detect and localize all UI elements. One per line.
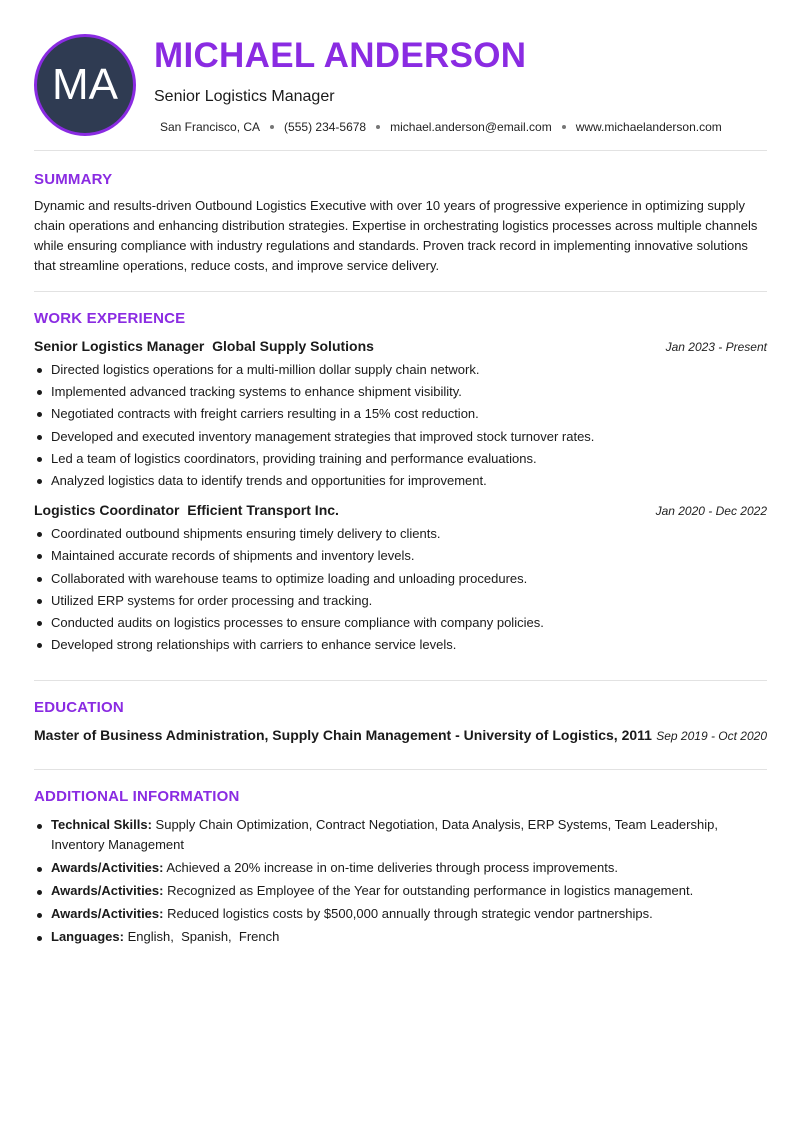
list-item: Collaborated with warehouse teams to optimize loading and unloading procedures. [34,568,767,590]
job-role: Logistics Coordinator [34,502,180,519]
summary-heading: SUMMARY [34,171,113,188]
list-item: Directed logistics operations for a multi-million dollar supply chain network. [34,359,767,381]
job-dates: Jan 2020 - Dec 2022 [655,504,767,519]
info-text: Reduced logistics costs by $500,000 annually through strategic vendor partnerships. [167,905,653,921]
contact-line [160,120,722,134]
avatar-initials: MA [52,60,118,109]
education-entry [34,727,767,743]
resume-header [34,0,767,150]
job-header [34,502,767,518]
job-role: Senior Logistics Manager [34,338,205,354]
job-entry [34,502,767,656]
info-text: English, Spanish, French [127,928,280,944]
info-label: Awards/Activities: [51,905,164,921]
avatar [34,34,136,136]
bullet-separator [270,125,274,129]
info-label: Languages: [51,928,124,944]
job-role-company [34,338,374,354]
info-label: Technical Skills: [51,817,152,833]
job-header [34,338,767,354]
additional-section [34,770,767,946]
job-company: Global Supply Solutions [212,338,374,354]
job-dates: Jan 2023 - Present [665,340,767,354]
job-entry [34,338,767,492]
info-text: Achieved a 20% increase in on-time deliveries through process improvements. [166,859,618,875]
list-item: Negotiated contracts with freight carriers resulting in a 15% cost reduction. [34,403,767,425]
job-role-company [34,502,339,518]
list-item: Developed strong relationships with carriers to enhance service levels. [34,634,767,656]
additional-list [34,815,767,946]
job-company: Efficient Transport Inc. [187,502,339,519]
list-item: Developed and executed inventory management strategies that improved stock turnover rates. [34,426,767,448]
list-item: Implemented advanced tracking systems to enhance shipment visibility. [34,381,767,403]
info-text: Recognized as Employee of the Year for outstanding performance in logistics management. [167,882,694,898]
list-item: Maintained accurate records of shipments and inventory levels. [34,545,767,567]
list-item: Coordinated outbound shipments ensuring timely delivery to clients. [34,523,767,545]
additional-heading: ADDITIONAL INFORMATION [34,788,240,806]
contact-phone: (555) 234-5678 [284,120,367,134]
candidate-title: Senior Logistics Manager [154,88,335,105]
candidate-name: MICHAEL ANDERSON [154,36,527,75]
bullet-separator [376,125,380,129]
resume-page [34,0,767,950]
summary-section [34,151,767,276]
education-dates: Sep 2019 - Oct 2020 [656,729,767,744]
bullet-separator [562,125,566,129]
education-degree: Master of Business Administration, Supply Chain Management - University of Logistics, 2011 [34,727,652,744]
education-section [34,681,767,743]
job-bullets [34,359,767,492]
contact-email: michael.anderson@email.com [390,120,552,134]
list-item: Conducted audits on logistics processes to ensure compliance with company policies. [34,612,767,634]
contact-website: www.michaelanderson.com [575,120,722,134]
summary-text: Dynamic and results-driven Outbound Logistics Executive with over 10 years of progressive experience in optimizing supply chain operations and enhancing distribution strategies. Expertise in orchestrating logistics processes across multiple channels while ensuring compliance with industry regulations and standards. Proven track record in implementing innovative solutions that streamline operations, reduce costs, and improve service delivery. [34,198,758,273]
list-item: Utilized ERP systems for order processing and tracking. [34,590,767,612]
job-bullets [34,523,767,656]
list-item [34,858,767,878]
list-item [34,927,767,947]
info-text: Supply Chain Optimization, Contract Negotiation, Data Analysis, ERP Systems, Team Leadership, Inventory Management [51,817,718,852]
experience-heading: WORK EXPERIENCE [34,310,186,327]
info-label: Awards/Activities: [51,859,164,875]
education-heading: EDUCATION [34,699,124,717]
list-item: Analyzed logistics data to identify trends and opportunities for improvement. [34,470,767,492]
list-item [34,904,767,924]
list-item: Led a team of logistics coordinators, providing training and performance evaluations. [34,448,767,470]
info-label: Awards/Activities: [51,882,164,898]
list-item [34,881,767,901]
list-item [34,815,767,854]
experience-section [34,292,767,656]
contact-location: San Francisco, CA [160,120,261,134]
